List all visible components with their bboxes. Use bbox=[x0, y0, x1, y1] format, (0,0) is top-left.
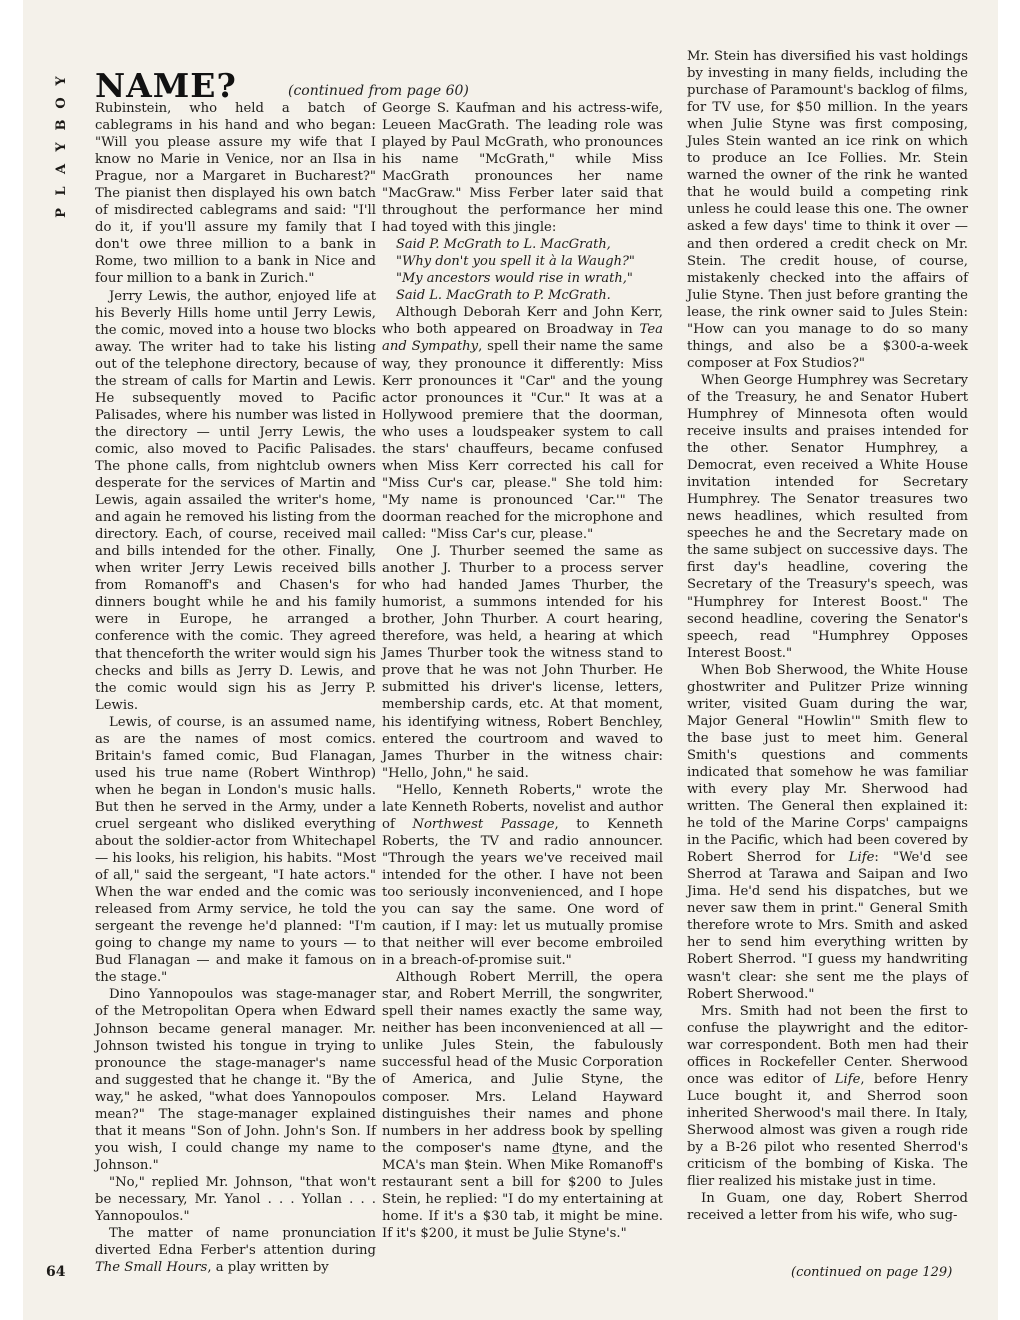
sidebar-letter: B bbox=[54, 119, 69, 131]
text-run: : "We'd see Sherrod at Tarawa and Saipan and Iwo Jima. He'd send his dispatches, but we never saw them in print." General Smith therefore wrote to Mrs. Smith and asked her to send him everything written by Robert Sherrod. "I guess my handwriting wasn't clear: she sent me the plays of Robert Sherwood." bbox=[687, 850, 968, 1002]
text-column-3 bbox=[687, 48, 968, 1224]
text-run: Mrs. Smith had not been the first to confuse the playwright and the editor-war correspondent. Both men had their offices in Rockefeller Center. Sherwood once was editor of bbox=[687, 1003, 968, 1087]
paragraph bbox=[95, 1225, 376, 1276]
paragraph: George S. Kaufman and his actress-wife, Leueen MacGrath. The leading role was played by Paul McGrath, who pronounces his name "McGrath," while Miss MacGrath pronounces her name "MacGraw." Miss Ferber later said that throughout the performance her mind had toyed with this jingle: bbox=[382, 101, 663, 236]
article-headline: NAME? bbox=[95, 66, 237, 105]
verse-line: Said P. McGrath to L. MacGrath, bbox=[396, 237, 611, 253]
verse-line: "My ancestors would rise in wrath," bbox=[396, 271, 633, 287]
verse-line: "Why don't you spell it à la Waugh?" bbox=[396, 254, 635, 270]
magazine-title: Life bbox=[834, 1071, 861, 1087]
paragraph: In Guam, one day, Robert Sherrod received a letter from his wife, who sug- bbox=[687, 1191, 968, 1224]
sidebar-letter: Y bbox=[54, 142, 69, 152]
text-run: , to Kenneth Roberts, the TV and radio announcer. "Through the years we've received mail intended for the other. I have not been too seriously inconvenienced, and I hope you can say the same. One word of caution, if I may: let us mutually promise that neither will ever become embroiled in a breach-of-promise suit." bbox=[382, 816, 663, 969]
paragraph: One J. Thurber seemed the same as another J. Thurber to a process server who had handed James Thurber, the humorist, a summons intended for his brother, John Thurber. A court hearing, therefore, was held, a hearing at which James Thurber took the witness stand to prove that he was not John Thurber. He submitted his driver's license, letters, membership cards, etc. At that moment, his identifying witness, Robert Benchley, entered the courtroom and waved to James Thurber in the witness chair: "Hello, John," he said. bbox=[382, 544, 663, 781]
sidebar-letter: O bbox=[54, 97, 69, 109]
text-run: "Hello, Kenneth Roberts," wrote the late Kenneth Roberts, novelist and author of bbox=[382, 782, 663, 832]
text-run: , spell their name the same way, they pronounce it differently: Miss Kerr pronounces it "Car" and the young actor pronounces it "Cur." It was at a Hollywood premiere that the doorman, who uses a loudspeaker system to call the stars' chauffeurs, became confused when Miss Kerr corrected his call for "Miss Cur's car, please." She told him: "My name is pronounced 'Car.'" The doorman reached for the microphone and called: "Miss Car's cur, please." bbox=[382, 339, 664, 542]
paragraph: Lewis, of course, is an assumed name, as are the names of most comics. Britain's famed comic, Bud Flanagan, used his true name (Robert Winthrop) when he began in London's music halls. But then he served in the Army, under a cruel sergeant who disliked everything about the soldier-actor from Whitechapel — his looks, his religion, his habits. "Most of all," said the sergeant, "I hate actors." When the war ended and the comic was released from Army service, he told the sergeant the revenge he'd planned: "I'm going to change my name to yours — to Bud Flanagan — and make it famous on the stage." bbox=[95, 714, 376, 986]
paragraph bbox=[382, 782, 663, 970]
continued-from-note: (continued from page 60) bbox=[288, 83, 469, 99]
sidebar-magazine-name bbox=[55, 70, 69, 224]
sidebar-letter: P bbox=[54, 208, 69, 218]
book-title: Northwest Passage bbox=[412, 816, 555, 832]
sidebar-letter: A bbox=[54, 163, 69, 175]
paragraph: Although Robert Merrill, the opera star, and Robert Merrill, the songwriter, spell their names exactly the same way, neither has been inconvenienced at all — unlike Jules Stein, the fabulously successful head of the Music Corporation of America, and Julie Styne, the composer. Mrs. Leland Hayward distinguishes their names and phone numbers in her address book by spelling the composer's name ₫tyne, and the MCA's man $tein. When Mike Romanoff's restaurant sent a bill for $200 to Jules Stein, he replied: "I do my entertaining at home. If it's a $30 tab, it might be mine. If it's $200, it must be Julie Styne's." bbox=[382, 970, 663, 1241]
verse-line: Said L. MacGrath to P. McGrath. bbox=[396, 288, 611, 304]
paragraph bbox=[382, 304, 663, 543]
magazine-page bbox=[23, 0, 998, 1320]
paragraph: Mr. Stein has diversified his vast holdings by investing in many fields, including the purchase of Paramount's backlog of films, for TV use, for $50 million. In the years when Julie Styne was first composing, Jules Stein wanted an ice rink on which to produce an Ice Follies. Mr. Stein warned the owner of the rink he wanted that he would build a competing rink unless he could lease this one. The owner asked a few days' time to think it over — and then ordered a credit check on Mr. Stein. The credit house, of course, mistakenly checked into the affairs of Julie Styne. Then just before granting the lease, the rink owner said to Jules Stein: "How can you manage to do so many things, and also be a $300-a-week composer at Fox Studios?" bbox=[687, 49, 968, 371]
paragraph: Dino Yannopoulos was stage-manager of the Metropolitan Opera when Edward Johnson became general manager. Mr. Johnson twisted his tongue in trying to pronounce the stage-manager's name and suggested that he change it. "By the way," he asked, "what does Yannopoulos mean?" The stage-manager explained that it means "Son of John. John's Son. If you wish, I could change my name to Johnson." bbox=[95, 987, 376, 1173]
continued-on-note: (continued on page 129) bbox=[791, 1265, 953, 1280]
play-title: The Small Hours bbox=[95, 1260, 208, 1276]
paragraph: When George Humphrey was Secretary of the Treasury, he and Senator Hubert Humphrey of Minnesota often would receive insults and praises intended for the other. Senator Humphrey, a Democrat, even received a White House invitation intended for Secretary Humphrey. The Senator treasures two news headlines, which resulted from speeches he and the Secretary made on the same subject on successive days. The first day's headline, covering the Secretary of the Treasury's speech, was "Humphrey for Interest Boost." The second headline, covering the Senator's speech, read "Humphrey Opposes Interest Boost." bbox=[687, 372, 968, 661]
paragraph bbox=[687, 1003, 968, 1191]
text-column-1 bbox=[95, 100, 376, 1276]
paragraph: "No," replied Mr. Johnson, "that won't be necessary, Mr. Yanol . . . Yollan . . . Yannopoulos." bbox=[95, 1174, 376, 1225]
jingle-verse bbox=[396, 236, 663, 304]
text-column-2 bbox=[382, 100, 663, 1242]
paragraph bbox=[687, 662, 968, 1003]
magazine-title: Life bbox=[848, 850, 875, 866]
text-run: , a play written by bbox=[207, 1260, 329, 1276]
text-run: The matter of name pronunciation diverted Edna Ferber's attention during bbox=[95, 1226, 376, 1259]
sidebar-letter: L bbox=[54, 186, 69, 196]
text-run: When Bob Sherwood, the White House ghostwriter and Pulitzer Prize winning writer, visited Guam during the war, Major General "Howlin'" Smith flew to the base just to meet him. General Smith's questions and comments indicated that somehow he was familiar with every play Mr. Sherwood had written. The General then explained it: he told of the Marine Corps' campaigns in the Pacific, which had been covered by Robert Sherrod for bbox=[687, 662, 968, 866]
sidebar-letter: Y bbox=[54, 76, 69, 86]
play-title: Tea and Sympathy bbox=[382, 322, 663, 355]
text-run: , before Henry Luce bought it, and Sherrod soon inherited Sherwood's mail there. In Italy, Sherwood almost was given a rough ride by a B-26 pilot who resented Sherrod's criticism of the bombing of Kiska. The flier realized his mistake just in time. bbox=[687, 1071, 969, 1190]
paragraph: Jerry Lewis, the author, enjoyed life at his Beverly Hills home until Jerry Lewis, the comic, moved into a house two blocks away. The writer had to take his listing out of the telephone directory, because of the stream of calls for Martin and Lewis. He subsequently moved to Pacific Palisades, where his number was listed in the directory — until Jerry Lewis, the comic, also moved to Pacific Palisades. The phone calls, from nightclub owners desperate for the services of Martin and Lewis, again assailed the writer's home, and again he removed his listing from the directory. Each, of course, received mail and bills intended for the other. Finally, when writer Jerry Lewis received bills from Romanoff's and Chasen's for dinners bought while he and his family were in Europe, he arranged a conference with the comic. They agreed that thenceforth the writer would sign his checks and bills as Jerry D. Lewis, and the comic would sign his as Jerry P. Lewis. bbox=[95, 288, 376, 713]
text-run: Although Deborah Kerr and John Kerr, who both appeared on Broadway in bbox=[382, 305, 663, 338]
page-number: 64 bbox=[46, 1264, 66, 1280]
paragraph: Rubinstein, who held a batch of cablegrams in his hand and who began: "Will you please assure my wife that I know no Marie in Venice, nor an Ilsa in Prague, nor a Margaret in Bucharest?" The pianist then displayed his own batch of misdirected cablegrams and said: "I'll do it, if you'll assure my family that I don't owe three million to a bank in Rome, two million to a bank in Nice and four million to a bank in Zurich." bbox=[95, 101, 376, 287]
